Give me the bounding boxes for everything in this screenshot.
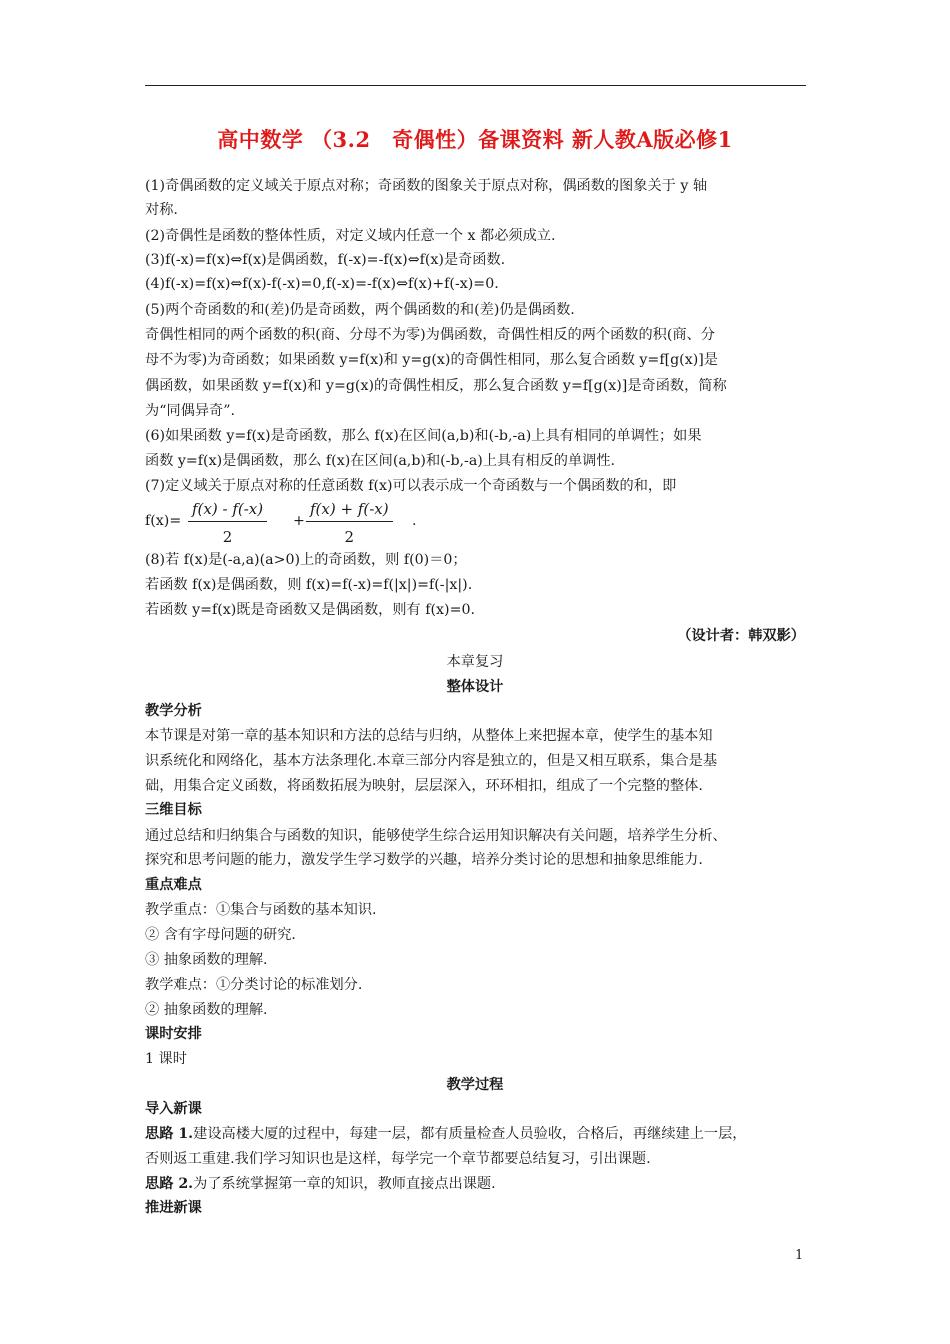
fraction-odd-part: [188, 500, 267, 546]
fraction-denominator: 2: [222, 528, 233, 546]
idea-label: 思路 1.: [145, 1126, 194, 1142]
section-heading-key: 重点难点: [145, 877, 202, 893]
text-line: 1 课时: [145, 1051, 187, 1067]
text-line: 若函数 f(x)是偶函数，则 f(x)=f(-x)=f(|x|)=f(-|x|).: [145, 577, 473, 593]
fraction-denominator: 2: [344, 528, 355, 546]
text-line: 函数 y=f(x)是偶函数，那么 f(x)在区间(a,b)和(-b,-a)上具有相反的单调性.: [145, 453, 616, 469]
text-line: 本节课是对第一章的基本知识和方法的总结与归纳，从整体上来把握本章，使学生的基本知: [145, 728, 713, 744]
text-line: 教学重点：①集合与函数的基本知识.: [145, 902, 377, 918]
document-title: 高中数学 （3.2 奇偶性）备课资料 新人教A版必修1: [217, 127, 733, 152]
text-line: [145, 1174, 496, 1194]
text-line: ② 含有字母问题的研究.: [145, 927, 296, 943]
text-line: 础，用集合定义函数，将函数拓展为映射，层层深入，环环相扣，组成了一个完整的整体.: [145, 778, 703, 794]
idea-label: 思路 2.: [145, 1176, 194, 1192]
fraction-even-part: [306, 500, 393, 546]
text-line: (5)两个奇函数的和(差)仍是奇函数，两个偶函数的和(差)仍是偶函数.: [145, 302, 575, 318]
section-heading-process: 教学过程: [446, 1077, 504, 1093]
text-line: 偶函数，如果函数 y=f(x)和 y=g(x)的奇偶性相反，那么复合函数 y=f[g(x)]是奇函数，简称: [145, 378, 727, 394]
text-line: 探究和思考问题的能力，激发学生学习数学的兴趣，培养分类讨论的思想和抽象思维能力.: [145, 852, 703, 868]
text-line: 通过总结和归纳集合与函数的知识，能够使学生综合运用知识解决有关问题，培养学生分析、: [145, 828, 727, 844]
text-line: 识系统化和网络化，基本方法条理化.本章三部分内容是独立的，但是又相互联系，集合是基: [145, 753, 718, 769]
text-line: 母不为零)为奇函数；如果函数 y=f(x)和 y=g(x)的奇偶性相同，那么复合函数 y=f[g(x)]是: [145, 352, 718, 368]
text-line: (3)f(-x)=f(x)⇔f(x)是偶函数，f(-x)=-f(x)⇔f(x)是奇函数.: [145, 252, 506, 268]
text-line: 若函数 y=f(x)既是奇函数又是偶函数，则有 f(x)=0.: [145, 602, 475, 618]
idea-text: 建设高楼大厦的过程中，每建一层，都有质量检查人员验收，合格后，再继续建上一层，: [193, 1126, 747, 1142]
text-line: 奇偶性相同的两个函数的积(商、分母不为零)为偶函数，奇偶性相反的两个函数的积(商、分: [145, 327, 715, 343]
text-line: 对称.: [145, 202, 178, 218]
section-heading-advance: 推进新课: [145, 1200, 202, 1216]
text-line: (6)如果函数 y=f(x)是奇函数，那么 f(x)在区间(a,b)和(-b,-a)上具有相同的单调性；如果: [145, 428, 702, 444]
text-line: (8)若 f(x)是(-a,a)(a>0)上的奇函数，则 f(0)＝0；: [145, 552, 467, 568]
chapter-heading: 本章复习: [446, 654, 504, 670]
text-line: 教学难点：①分类讨论的标准划分.: [145, 977, 363, 993]
text-line: 为“同偶异奇”.: [145, 403, 235, 419]
section-heading-intro: 导入新课: [145, 1101, 202, 1117]
idea-text: 为了系统掌握第一章的知识，教师直接点出课题.: [193, 1176, 496, 1192]
text-line: [145, 1124, 746, 1144]
formula-plus: +: [293, 513, 305, 529]
text-line: (4)f(-x)=f(x)⇔f(x)-f(-x)=0,f(-x)=-f(x)⇔f(x)+f(-x)=0.: [145, 276, 499, 292]
designer-credit: （设计者：韩双影）: [677, 628, 805, 644]
page-number: 1: [795, 1248, 804, 1263]
section-heading-goals: 三维目标: [145, 802, 202, 818]
section-heading-analysis: 教学分析: [145, 703, 202, 719]
fraction-numerator: f(x) + f(-x): [306, 500, 393, 522]
header-rule: [145, 85, 806, 86]
text-line: (7)定义域关于原点对称的任意函数 f(x)可以表示成一个奇函数与一个偶函数的和，即: [145, 478, 677, 494]
section-heading-overall: 整体设计: [446, 679, 504, 695]
text-line: (2)奇偶性是函数的整体性质，对定义域内任意一个 x 都必须成立.: [145, 228, 556, 244]
fraction-numerator: f(x) - f(-x): [188, 500, 267, 522]
text-line: 否则返工重建.我们学习知识也是这样，每学完一个章节都要总结复习，引出课题.: [145, 1151, 651, 1167]
section-heading-schedule: 课时安排: [145, 1026, 202, 1042]
text-line: ② 抽象函数的理解.: [145, 1002, 268, 1018]
text-line: (1)奇偶函数的定义域关于原点对称；奇函数的图象关于原点对称，偶函数的图象关于 y 轴: [145, 178, 708, 194]
formula-end: .: [412, 513, 417, 529]
formula-lhs: f(x)=: [145, 513, 182, 529]
text-line: ③ 抽象函数的理解.: [145, 952, 268, 968]
